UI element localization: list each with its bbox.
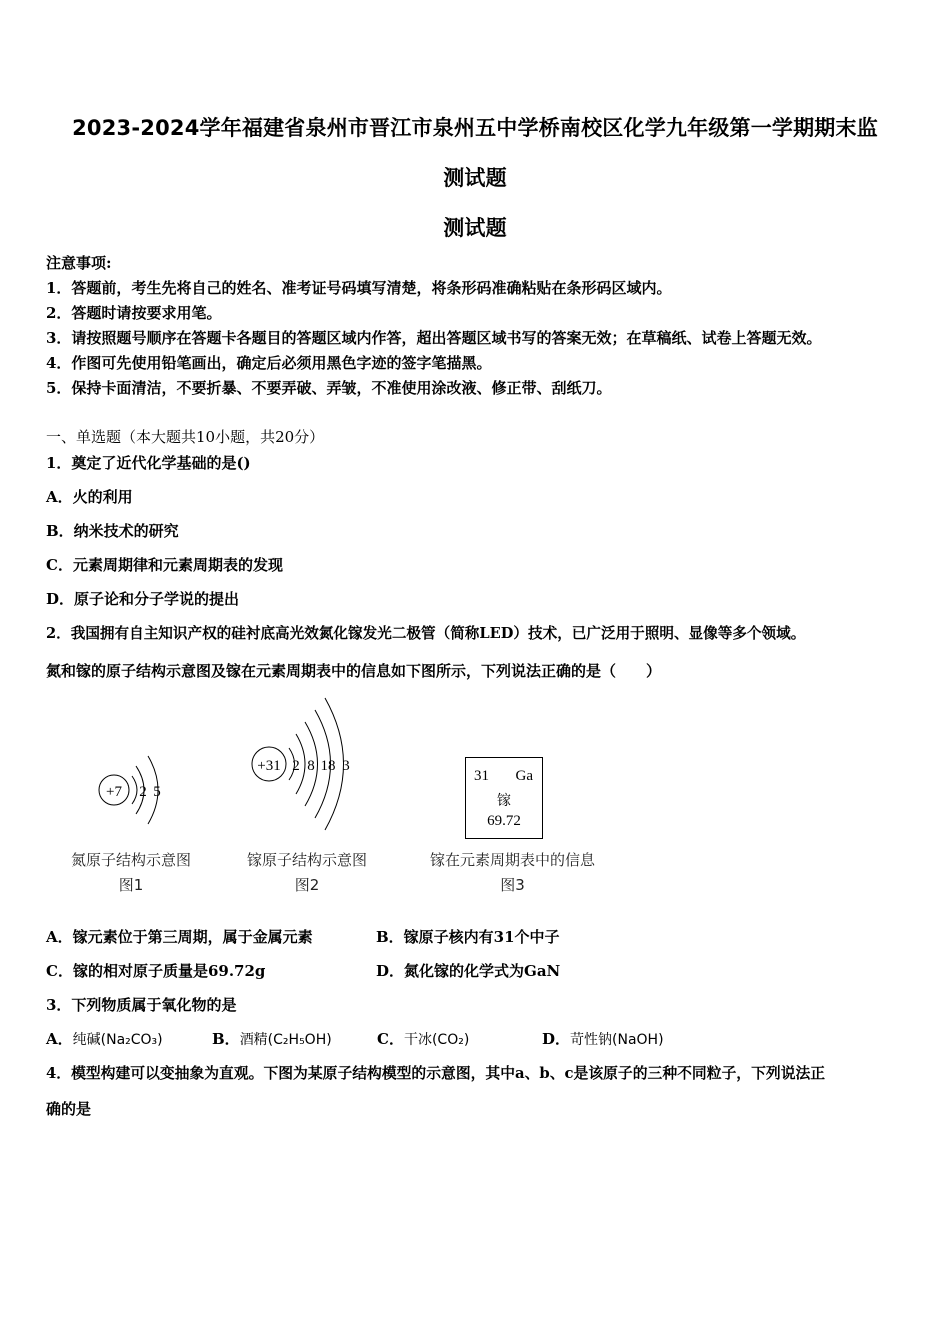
notice-item: 1．答题前，考生先将自己的姓名、准考证号码填写清楚，将条形码准确粘贴在条形码区域内。: [46, 279, 672, 297]
q3-option-a: [46, 1028, 163, 1049]
option-text: 干冰(CO₂): [403, 1032, 470, 1048]
q1-option-c: C．元素周期律和元素周期表的发现: [46, 556, 283, 574]
figure-caption: 镓原子结构示意图: [246, 851, 367, 869]
nitrogen-shell-arc: [132, 776, 137, 804]
exam-title-line1: 2023-2024学年福建省泉州市晋江市泉州五中学桥南校区化学九年级第一学期期末监: [72, 116, 878, 140]
q2-figure: [0, 690, 950, 905]
q2-stem-line2: 氮和镓的原子结构示意图及镓在元素周期表中的信息如下图所示，下列说法正确的是（ ）: [46, 662, 662, 680]
section-heading: 一、单选题（本大题共10小题，共20分）: [46, 428, 325, 446]
option-text: 酒精(C₂H₅OH): [239, 1032, 332, 1048]
notice-item: 3．请按照题号顺序在答题卡各题目的答题区域内作答，超出答题区域书写的答案无效；在草稿纸、试卷上答题无效。: [46, 329, 822, 347]
q3-stem: 3．下列物质属于氧化物的是: [46, 996, 237, 1014]
exam-title-line3: 测试题: [443, 216, 507, 240]
gallium-nucleus-label: +31: [257, 758, 281, 774]
option-text: 苛性钠(NaOH): [570, 1032, 664, 1048]
option-letter: D．: [542, 1030, 571, 1048]
atomic-mass: 69.72: [487, 813, 521, 829]
q3-option-b: [212, 1028, 332, 1049]
q1-option-a: A．火的利用: [46, 488, 133, 506]
q4-stem-line2: 确的是: [46, 1100, 92, 1118]
nitrogen-nucleus-label: +7: [106, 784, 122, 800]
figure-label: 图3: [500, 876, 525, 894]
atomic-number: 31: [474, 768, 489, 784]
q1-option-b: B．纳米技术的研究: [46, 522, 179, 540]
option-letter: C．: [377, 1030, 404, 1048]
gallium-shell-count: 2: [292, 758, 300, 774]
notice-item: 2．答题时请按要求用笔。: [46, 304, 222, 322]
option-text: 纯碱(Na₂CO₃): [72, 1032, 163, 1048]
nitrogen-shell-count: 5: [153, 784, 161, 800]
q2-option-b: B．镓原子核内有31个中子: [376, 928, 560, 946]
q2-stem-line1: 2．我国拥有自主知识产权的硅衬底高光效氮化镓发光二极管（简称LED）技术，已广泛用于照明、显像等多个领域。: [46, 625, 806, 642]
q3-option-c: [377, 1028, 469, 1049]
notice-item: 5．保持卡面清洁，不要折暴、不要弄破、弄皱，不准使用涂改液、修正带、刮纸刀。: [46, 379, 612, 397]
figure-caption: 氮原子结构示意图: [70, 851, 191, 869]
q4-stem-line1: 4．模型构建可以变抽象为直观。下图为某原子结构模型的示意图，其中a、b、c是该原子的三种不同粒子，下列说法正: [46, 1065, 826, 1082]
figure-label: 图2: [294, 876, 320, 894]
gallium-shell-count: 18: [320, 758, 336, 774]
figure-label: 图1: [118, 876, 144, 894]
option-letter: B．: [212, 1030, 240, 1048]
periodic-table-cell: [465, 757, 543, 839]
q1-stem: 1．奠定了近代化学基础的是(): [46, 454, 251, 472]
figure-caption: 镓在元素周期表中的信息: [429, 851, 595, 869]
notice-heading: 注意事项:: [46, 254, 112, 272]
q2-option-d: D．氮化镓的化学式为GaN: [376, 962, 561, 980]
gallium-shell-count: 3: [342, 758, 350, 774]
element-name: 镓: [497, 793, 511, 809]
q2-option-a: A．镓元素位于第三周期，属于金属元素: [46, 928, 313, 946]
exam-title-line2: 测试题: [443, 166, 507, 190]
q1-option-d: D．原子论和分子学说的提出: [46, 590, 240, 608]
notice-item: 4．作图可先使用铅笔画出，确定后必须用黑色字迹的签字笔描黑。: [46, 354, 492, 372]
nitrogen-shell-count: 2: [139, 784, 147, 800]
element-symbol: Ga: [515, 768, 533, 784]
gallium-shell-count: 8: [307, 758, 315, 774]
q2-option-c: C．镓的相对原子质量是69.72g: [46, 962, 266, 980]
q3-option-d: [542, 1028, 664, 1049]
option-letter: A．: [46, 1030, 73, 1048]
